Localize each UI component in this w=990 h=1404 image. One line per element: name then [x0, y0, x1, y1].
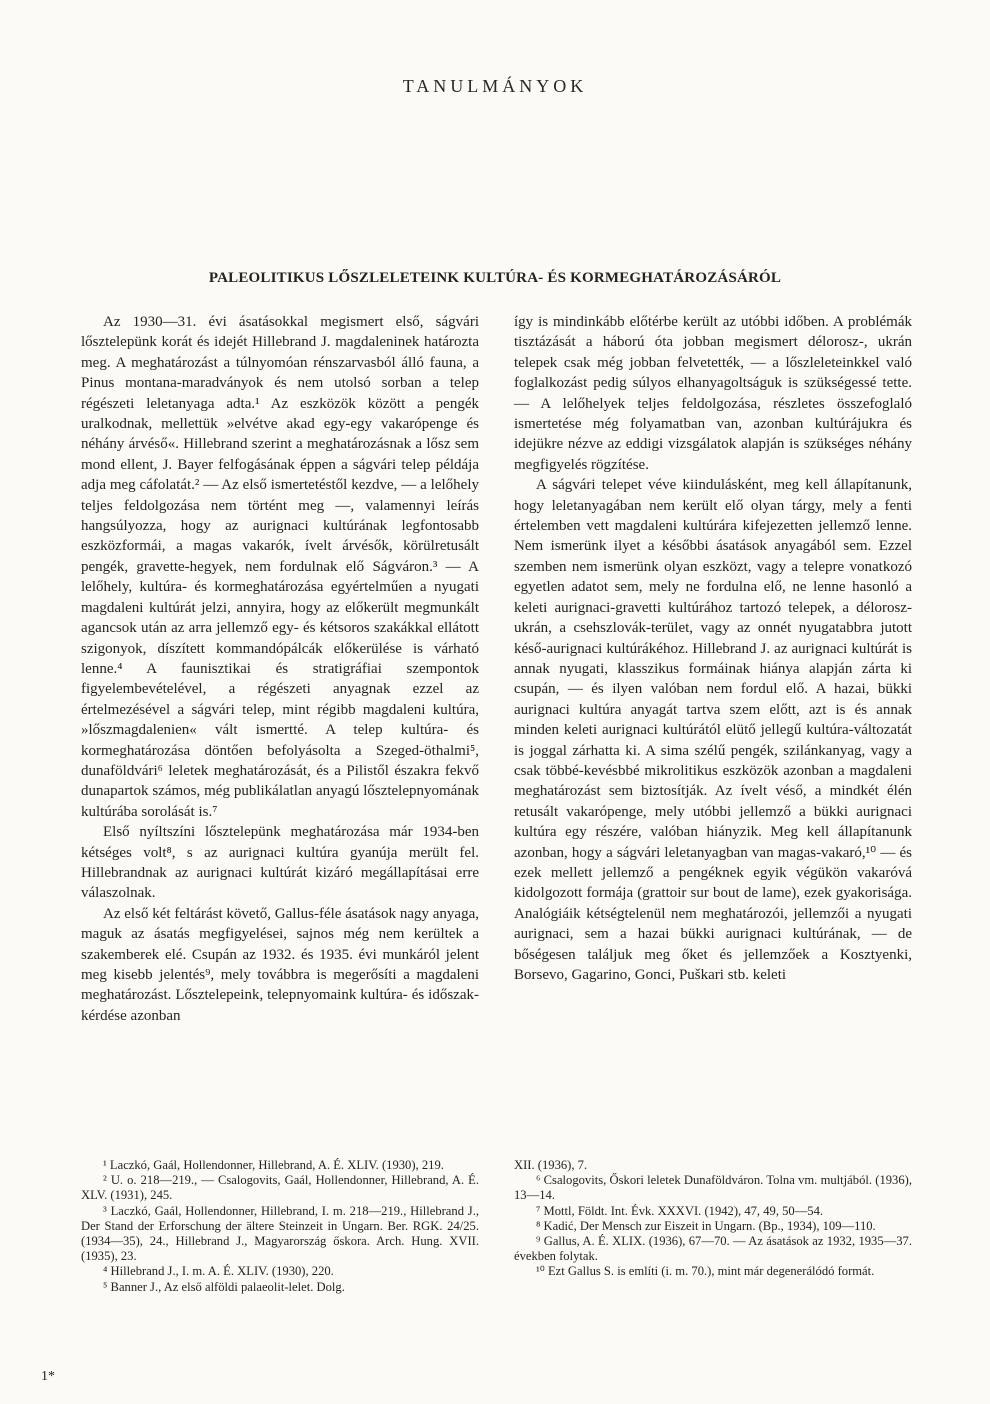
footnotes-right [514, 1158, 912, 1280]
footnote: ¹ Laczkó, Gaál, Hollendonner, Hillebrand, A. É. XLIV. (1930), 219. [103, 1158, 444, 1172]
running-header: TANULMÁNYOK [402, 76, 588, 96]
paragraph: így is mindinkább előtérbe került az utóbbi időben. A problémák tisztázását a háború óta jobban megismert délorosz-, ukrán telepek csak még jobban felvetették, — a lőszleleteinkkel való foglalkozást pedig súlyos elhanyagoltságuk is szükségessé tette. — A lelőhelyek teljes feldolgozása, részletes összefoglaló ismertetése még folyamatban van, azonban kultúrájukra és idejükre nézve az eddigi vizsgálatok alapján is szükséges néhány megfigyelés rögzítése. [514, 314, 912, 473]
paragraph: Az 1930—31. évi ásatásokkal megismert első, ságvári lősztelepünk korát és idejét Hillebrand J. magdaleninek határozta meg. A meghatározást a túlnyomóan rénszarvasból álló fauna, a Pinus montana-maradványok és nem utolsó sorban a telep régészeti leletanyaga adta.¹ Az eszközök között a pengék uralkodnak, mellettük »elvétve akad egy-egy vakarópenge és néhány árvéső«. Hillebrand szerint a meghatározásnak a lősz sem mond ellent, J. Bayer felfogásának éppen a ságvári telep példája adja meg cáfolatát.² — Az első ismertetéstől kezdve, — a lelőhely teljes feldolgozása nem történt meg —, valamennyi leírás hangsúlyozza, hogy az aurignaci kultúrának legfontosabb eszközformái, a magas vakarók, ívelt árvésők, körülretusált pengék, gravette-hegyek, nem fordulnak elő Ságváron.³ — A lelőhely, kultúra- és kormeghatározása egyértelműen a nyugati magdaleni kultúrát jelzi, annyira, hogy az előkerült megmunkált agancsok után az arra jellemző egy- és kétsoros szakákkal ellátott szigonyok, díszített kommandópálcák előkerülése is várható lenne.⁴ A faunisztikai és stratigráfiai szempontok figyelembevételével, a régészeti anyagnak ezzel az értelmezésével a ságvári telep, mint régibb magdaleni kultúra, »lőszmagdalenien« vált ismertté. A telep kultúra- és kormeghatározása döntően befolyásolta a Szeged-öthalmi⁵, dunaföldvári⁶ leletek meghatározását, és a Pilistől északra fekvő dunapartok számos, még publikálatlan anyagú lősztelepnyomának kultúrába sorolását is.⁷ [81, 314, 479, 820]
footnote: ⁴ Hillebrand J., I. m. A. É. XLIV. (1930), 220. [103, 1264, 334, 1279]
footnote: ² U. o. 218—219., — Csalogovits, Gaál, Hollendonner, Hillebrand, A. É. XLV. (1931), 245. [81, 1173, 479, 1203]
footnote: ⁶ Csalogovits, Őskori leletek Dunaföldváron. Tolna vm. multjából. (1936), 13—14. [514, 1173, 912, 1203]
footnote: ¹⁰ Ezt Gallus S. is említi (i. m. 70.), mint már degenerálódó formát. [536, 1264, 875, 1279]
paragraph: Első nyíltszíni lősztelepünk meghatározása már 1934-ben kétséges volt⁸, s az aurignaci kultúra gyanúja merült fel. Hillebrandnak az aurignaci kultúrát kizáró megállapításai erre válaszolnak. [81, 824, 479, 902]
footnote: ⁸ Kadić, Der Mensch zur Eiszeit in Ungarn. (Bp., 1934), 109—110. [536, 1218, 876, 1233]
footnote: ⁷ Mottl, Földt. Int. Évk. XXXVI. (1942), 47, 49, 50—54. [536, 1203, 824, 1218]
page-signature-mark: 1* [41, 1369, 55, 1384]
body-column-left [81, 312, 479, 1026]
footnote: ³ Laczkó, Gaál, Hollendonner, Hillebrand, I. m. 218—219., Hillebrand J., Der Stand der Erforschung der ältere Steinzeit in Ungarn. Ber. RGK. 24/25. (1934—35), 24., Hillebrand J., Magyarország őskora. Arch. Hung. XVII. (1935), 23. [81, 1203, 479, 1264]
paragraph: Az első két feltárást követő, Gallus-féle ásatások nagy anyaga, maguk az ásatás megfigyelései, sajnos még nem kerültek a szakemberek elé. Csupán az 1932. és 1935. évi munkáról jelent meg kisebb jelentés⁹, mely továbbra is megerősíti a magdaleni meghatározást. Lősztelepeink, telepnyomaink kultúra- és időszak-kérdése azonban [81, 905, 479, 1024]
footnote: XII. (1936), 7. [514, 1158, 588, 1172]
paragraph: A ságvári telepet véve kiindulásként, meg kell állapítanunk, hogy leletanyagában nem került elő olyan tárgy, mely a fenti értelemben vett magdaleni kultúrára kifejezetten jellemző lenne. Nem ismerünk ilyet a későbbi ásatások anyagából sem. Ezzel szemben nem ismerünk olyan eszközt, vagy a telepre vonatkozó egyetlen adatot sem, mely ne fordulna elő, ne lenne hasonló a keleti aurignaci-gravetti kultúrához tartozó telepek, a délorosz-ukrán, a csehszlovák-terület, vagy az onnét nyugatabbra jutott késő-aurignaci kultúrákéhoz. Hillebrand J. az aurignaci kultúrát is annak nyugati, klasszikus formáinak hiánya alapján zárta ki csupán, — és ilyen valóban nem fordul elő. A hazai, bükki aurignaci kultúra anyagát tartva szem előtt, azt is és annak minden keleti aurignaci kultúrától elütő jellegű kultúra-változatát is joggal zárhatta ki. A sima szélű pengék, szilánkanyag, vagy a csak többé-kevésbbé mikrolitikus eszközök azonban a magdaleni meghatározást sem biztosítják. Az ívelt véső, a mindkét élén retusált vakarópenge, mely utóbbi jellemző a bükki aurignaci kultúra egy részére, valóban hiányzik. Meg kell állapítanunk azonban, hogy a ságvári leletanyagban van magas-vakaró,¹⁰ — és ezek mellett jellemző a pengéknek egyik végükön vakaróvá kidolgozott formája (grattoir sur bout de lame), ezek gyakorisága. Analógiáik kétségtelenül nem meghatározói, jellemzői a nyugati aurignaci, sem a hazai bükki aurignaci kultúrának, — de bőségesen találjuk meg őket és jellemzőek a Kosztyenki, Borsevo, Gagarino, Gonci, Puškari stb. keleti [514, 477, 912, 983]
body-column-right [514, 312, 912, 985]
footnotes-left [81, 1158, 479, 1295]
article-title: PALEOLITIKUS LŐSZLELETEINK KULTÚRA- ÉS KORMEGHATÁROZÁSÁRÓL [208, 270, 782, 286]
footnote: ⁹ Gallus, A. É. XLIX. (1936), 67—70. — Az ásatások az 1932, 1935—37. években folytak. [514, 1234, 912, 1264]
footnote: ⁵ Banner J., Az első alföldi palaeolit-lelet. Dolg. [103, 1279, 345, 1294]
